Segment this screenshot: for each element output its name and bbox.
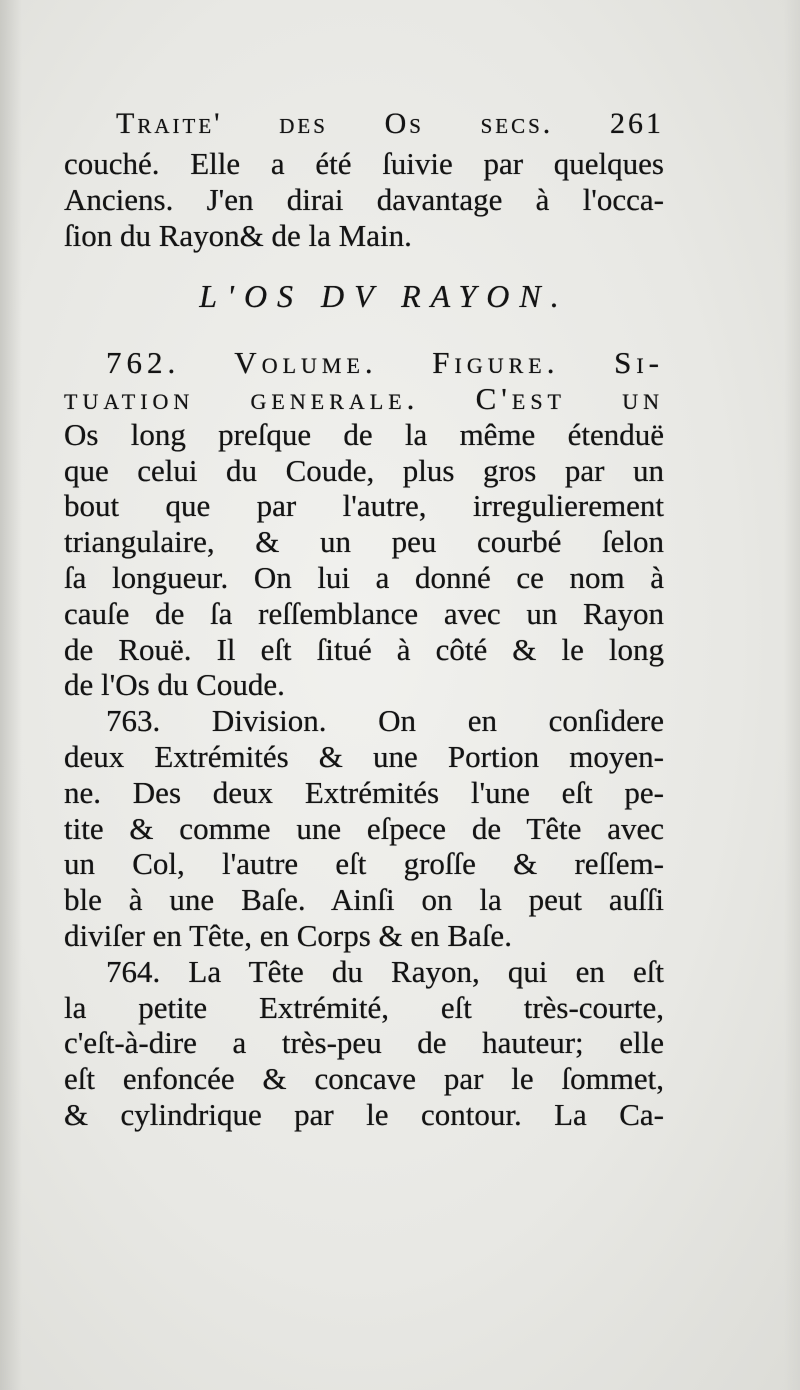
paragraph-763 bbox=[64, 703, 664, 954]
text-line: ne. Des deux Extrémités l'une eſt pe- bbox=[64, 774, 664, 810]
text-line: bout que par l'autre, irregulierement bbox=[64, 488, 664, 524]
text-line: triangulaire, & un peu courbé ſelon bbox=[64, 524, 664, 560]
running-header bbox=[64, 106, 664, 146]
text-line: & cylindrique par le contour. La Ca- bbox=[64, 1096, 664, 1132]
paragraph-heading: 764. La Tête du Rayon, qui en eſt bbox=[106, 953, 664, 989]
running-title: Traite' des Os secs. bbox=[116, 107, 554, 140]
paragraph-764 bbox=[64, 954, 664, 1133]
gutter-shadow bbox=[0, 0, 22, 1390]
text-line: tuation generale. C'eſt un bbox=[64, 380, 664, 416]
paragraph-762 bbox=[64, 345, 664, 703]
text-line: la petite Extrémité, eſt très-courte, bbox=[64, 989, 664, 1025]
text-line: Anciens. J'en dirai davantage à l'occa- bbox=[64, 181, 664, 217]
text-line: un Col, l'autre eſt groſſe & reſſem- bbox=[64, 846, 664, 882]
text-line: couché. Elle a été ſuivie par quelques bbox=[64, 146, 664, 181]
section-title: L'OS DV RAYON. bbox=[199, 278, 569, 315]
page-text bbox=[64, 106, 664, 1133]
page-number: 261 bbox=[610, 107, 664, 140]
text-line: de l'Os du Coude. bbox=[64, 667, 285, 703]
text-line: de Rouë. Il eſt ſitué à côté & le long bbox=[64, 631, 664, 667]
text-line: ble à une Baſe. Ainſi on la peut auſſi bbox=[64, 882, 664, 918]
edge-shadow bbox=[784, 0, 800, 1390]
text-line: que celui du Coude, plus gros par un bbox=[64, 452, 664, 488]
paragraph-heading: 762. Volume. Figure. Si- bbox=[106, 345, 664, 381]
text-line: tite & comme une eſpece de Tête avec bbox=[64, 810, 664, 846]
text-line: ſa longueur. On lui a donné ce nom à bbox=[64, 559, 664, 595]
text-line: deux Extrémités & une Portion moyen- bbox=[64, 738, 664, 774]
text-line: cauſe de ſa reſſemblance avec un Rayon bbox=[64, 595, 664, 631]
text-line: ſion du Rayon& de la Main. bbox=[64, 217, 412, 253]
text-line: diviſer en Tête, en Corps & en Baſe. bbox=[64, 917, 512, 953]
text-line: eſt enfoncée & concave par le ſommet, bbox=[64, 1061, 664, 1097]
text-line: c'eſt-à-dire a très-peu de hauteur; elle bbox=[64, 1025, 664, 1061]
paragraph-heading: 763. Division. On en conſidere bbox=[106, 703, 664, 739]
text-line: Os long preſque de la même étenduë bbox=[64, 416, 664, 452]
